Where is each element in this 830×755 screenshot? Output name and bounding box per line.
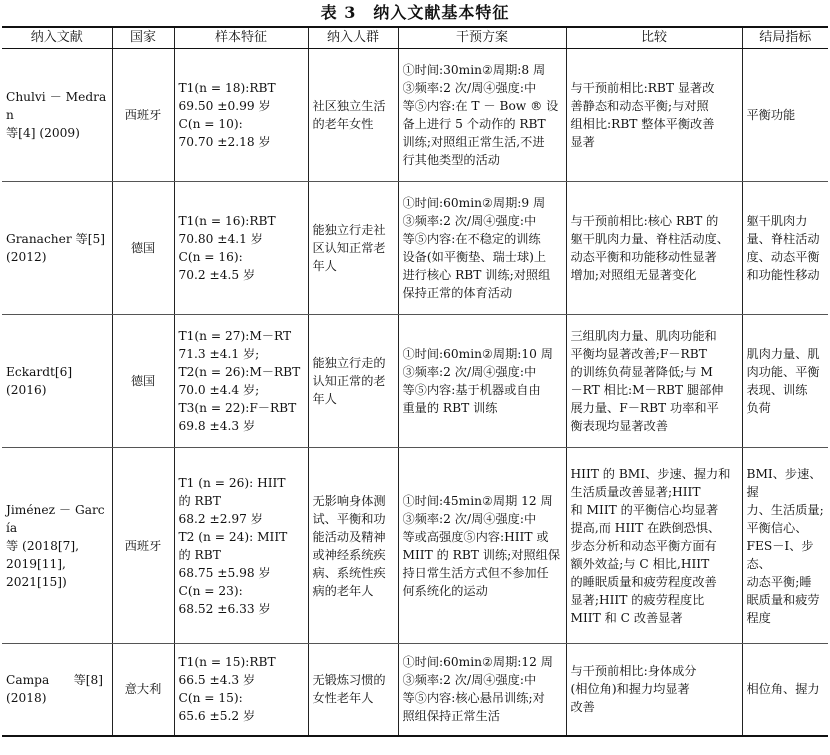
cell-intervention: ①时间:60min②周期:12 周 ③频率:2 次/周④强度:中 等⑤内容:核心悬吊训练;对 照组保持正常生活: [398, 644, 566, 736]
cell-intervention: ①时间:60min②周期:9 周 ③频率:2 次/周④强度:中 等⑤内容:在不稳定的训练 设备(如平衡垫、瑞士球)上 进行核心 RBT 训练;对照组 保持正常的体育活动: [398, 182, 566, 315]
cell-intervention: ①时间:45min②周期 12 周 ③频率:2 次/周④强度:中 等或高强度⑤内容:HIIT 或 MIIT 的 RBT 训练;对照组保 持日常生活方式但不参加任 何系统化的运动: [398, 448, 566, 644]
cell-intervention: ①时间:60min②周期:10 周 ③频率:2 次/周④强度:中 等⑤内容:基于机器或自由 重量的 RBT 训练: [398, 315, 566, 448]
cell-country: 西班牙: [112, 49, 174, 182]
table-row: [2, 448, 828, 644]
table-row: [2, 182, 828, 315]
cell-comparison: HIIT 的 BMI、步速、握力和 生活质量改善显著;HIIT 和 MIIT 的平衡信心均显著 提高,而 HIIT 在跌倒恐惧、 步态分析和动态平衡方面有 额外效益;与 C 相比,HIIT 的睡眠质量和疲劳程度改善 显著;HIIT 的疲劳程度比 MIIT 和 C 改善显著: [566, 448, 742, 644]
cell-population: 能独立行走社 区认知正常老 年人: [308, 182, 398, 315]
cell-study: Eckardt[6] (2016): [2, 315, 112, 448]
cell-sample: T1 (n = 26): HIIT 的 RBT 68.2 ±2.97 岁 T2 (n = 24): MIIT 的 RBT 68.75 ±5.98 岁 C(n = 23): 68.52 ±6.33 岁: [174, 448, 308, 644]
cell-intervention: ①时间:30min②周期:8 周 ③频率:2 次/周④强度:中 等⑤内容:在 T － Bow ® 设 备上进行 5 个动作的 RBT 训练;对照组正常生活,不进 行其他类型的活动: [398, 49, 566, 182]
header-intervention: 干预方案: [398, 27, 566, 49]
header-population: 纳入人群: [308, 27, 398, 49]
cell-study: Campa 等[8] (2018): [2, 644, 112, 736]
cell-study: Jiménez － García 等 (2018[7], 2019[11], 2021[15]): [2, 448, 112, 644]
cell-population: 能独立行走的 认知正常的老 年人: [308, 315, 398, 448]
cell-sample: T1(n = 27):M－RT 71.3 ±4.1 岁; T2(n = 26):M－RBT 70.0 ±4.4 岁; T3(n = 22):F－RBT 69.8 ±4.3 岁: [174, 315, 308, 448]
cell-country: 德国: [112, 182, 174, 315]
cell-sample: T1(n = 16):RBT 70.80 ±4.1 岁 C(n = 16): 70.2 ±4.5 岁: [174, 182, 308, 315]
cell-comparison: 与干预前相比:RBT 显著改 善静态和动态平衡;与对照 组相比:RBT 整体平衡改善 显著: [566, 49, 742, 182]
header-sample: 样本特征: [174, 27, 308, 49]
cell-country: 德国: [112, 315, 174, 448]
table-row: [2, 49, 828, 182]
cell-country: 西班牙: [112, 448, 174, 644]
cell-comparison: 三组肌肉力量、肌肉功能和 平衡均显著改善;F－RBT 的训练负荷显著降低;与 M －RT 相比:M－RBT 腿部伸 展力量、F－RBT 功率和平 衡表现均显著改善: [566, 315, 742, 448]
cell-outcome: 平衡功能: [742, 49, 828, 182]
cell-comparison: 与干预前相比:身体成分 (相位角)和握力均显著 改善: [566, 644, 742, 736]
header-country: 国家: [112, 27, 174, 49]
characteristics-table: [2, 26, 828, 737]
cell-outcome: 躯干肌肉力 量、脊柱活动 度、动态平衡 和功能性移动: [742, 182, 828, 315]
header-comparison: 比较: [566, 27, 742, 49]
table-title: 表 3 纳入文献基本特征: [320, 3, 510, 22]
cell-population: 无影响身体测 试、平衡和功 能活动及精神 或神经系统疾 病、系统性疾 病的老年人: [308, 448, 398, 644]
table-row: [2, 315, 828, 448]
header-study: 纳入文献: [2, 27, 112, 49]
cell-outcome: BMI、步速、握 力、生活质量; 平衡信心、 FES－I、步态、 动态平衡;睡 眠质量和疲劳 程度: [742, 448, 828, 644]
header-row: [2, 27, 828, 49]
table-row: [2, 644, 828, 736]
cell-sample: T1(n = 18):RBT 69.50 ±0.99 岁 C(n = 10): 70.70 ±2.18 岁: [174, 49, 308, 182]
cell-outcome: 肌肉力量、肌 肉功能、平衡 表现、训练 负荷: [742, 315, 828, 448]
header-outcome: 结局指标: [742, 27, 828, 49]
cell-comparison: 与干预前相比:核心 RBT 的 躯干肌肉力量、脊柱活动度、 动态平衡和功能移动性显著 增加;对照组无显著变化: [566, 182, 742, 315]
cell-population: 社区独立生活 的老年女性: [308, 49, 398, 182]
cell-study: Granacher 等[5] (2012): [2, 182, 112, 315]
cell-country: 意大利: [112, 644, 174, 736]
cell-population: 无锻炼习惯的 女性老年人: [308, 644, 398, 736]
cell-sample: T1(n = 15):RBT 66.5 ±4.3 岁 C(n = 15): 65.6 ±5.2 岁: [174, 644, 308, 736]
cell-outcome: 相位角、握力: [742, 644, 828, 736]
cell-study: Chulvi － Medran 等[4] (2009): [2, 49, 112, 182]
